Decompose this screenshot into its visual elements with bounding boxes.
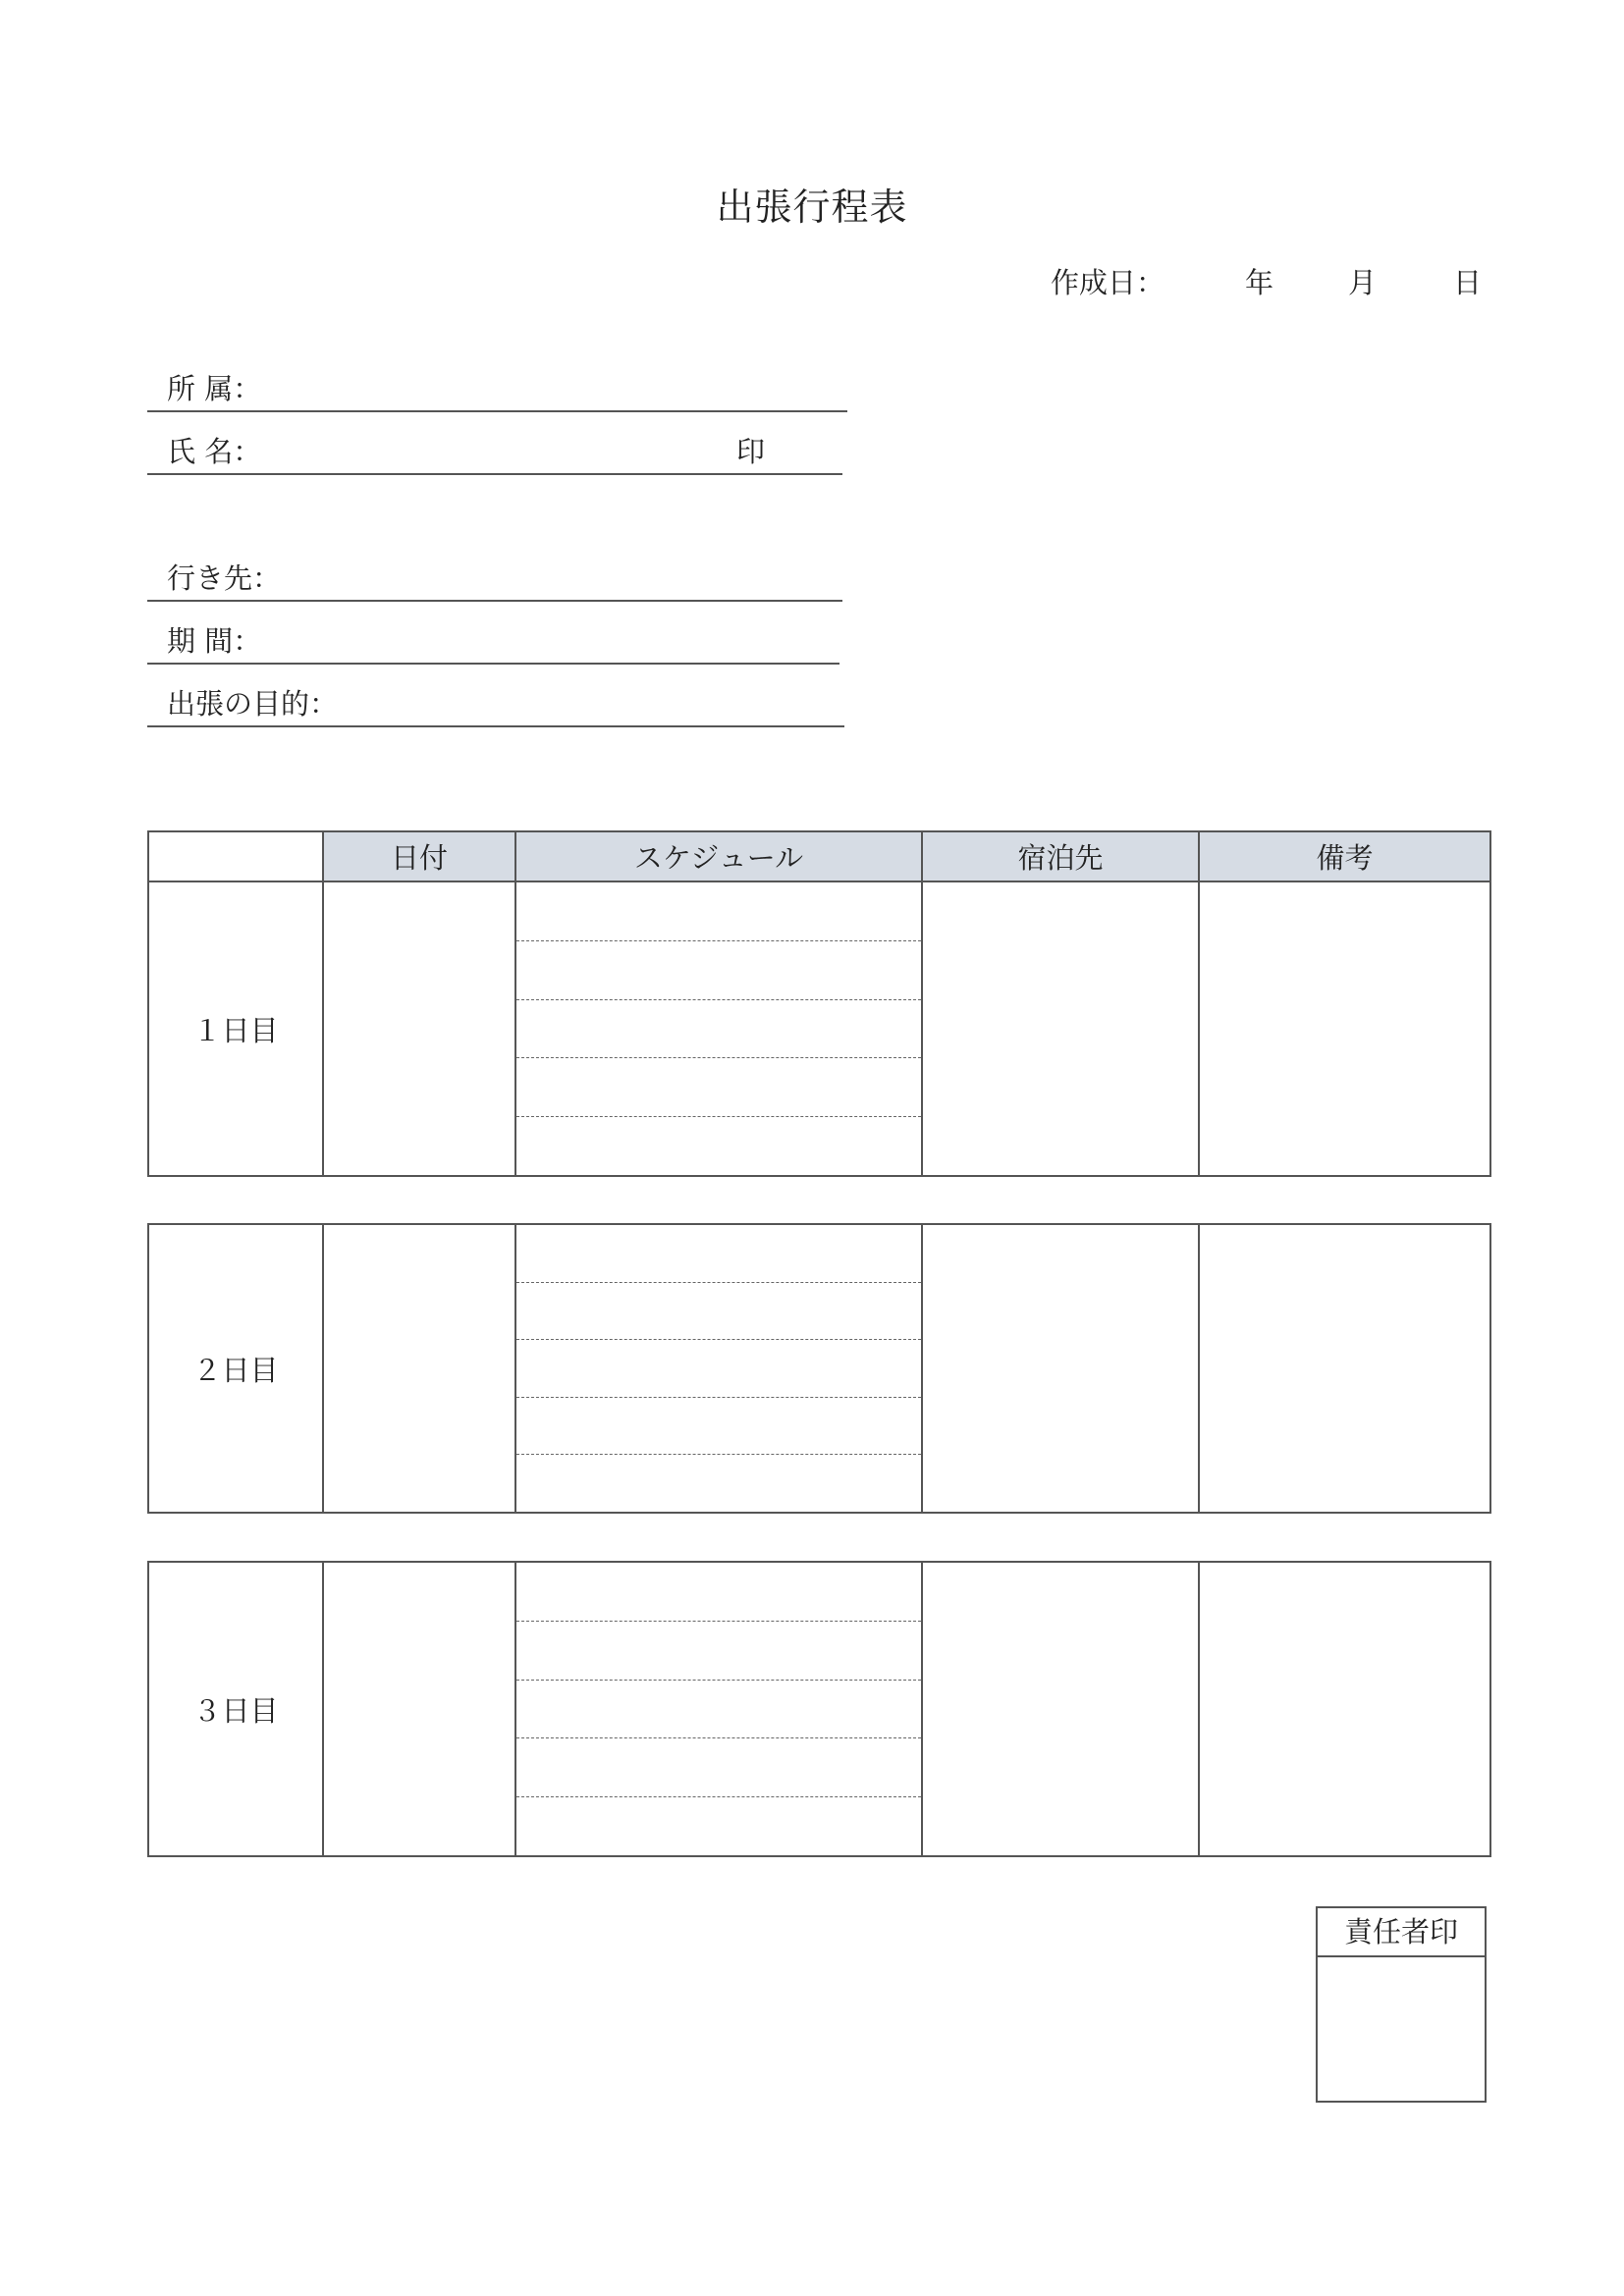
day-label: 日: [1453, 266, 1483, 299]
day1-date-cell[interactable]: [323, 881, 515, 1176]
day3-schedule-lines: [516, 1563, 921, 1855]
header-lodging: 宿泊先: [922, 831, 1199, 881]
day3-date-cell[interactable]: [323, 1562, 515, 1856]
schedule-line[interactable]: [516, 1681, 921, 1739]
day2-schedule-lines: [516, 1225, 921, 1512]
schedule-line[interactable]: [516, 1398, 921, 1456]
day1-schedule-cell[interactable]: [515, 881, 922, 1176]
day1-schedule-lines: [516, 882, 921, 1175]
schedule-line[interactable]: [516, 1563, 921, 1622]
schedule-line[interactable]: [516, 1000, 921, 1059]
day1-row: [148, 881, 1490, 1176]
schedule-line[interactable]: [516, 1058, 921, 1117]
header-blank: [148, 831, 323, 881]
supervisor-stamp-label: 責任者印: [1318, 1908, 1485, 1957]
day3-label: ３日目: [148, 1562, 323, 1856]
day3-table: [147, 1561, 1491, 1857]
page-title: 出張行程表: [716, 186, 908, 229]
header-row: [148, 831, 1490, 881]
schedule-line[interactable]: [516, 1738, 921, 1797]
header-date: 日付: [323, 831, 515, 881]
creation-date: [1051, 261, 1492, 300]
schedule-line[interactable]: [516, 1797, 921, 1855]
day2-lodging-cell[interactable]: [922, 1224, 1199, 1513]
created-label: 作成日：: [1051, 266, 1165, 299]
day2-remarks-cell[interactable]: [1199, 1224, 1490, 1513]
day2-row: [148, 1224, 1490, 1513]
day2-schedule-cell[interactable]: [515, 1224, 922, 1513]
period-field[interactable]: [147, 619, 839, 665]
schedule-line[interactable]: [516, 1455, 921, 1512]
period-label: 期 間：: [167, 624, 262, 658]
year-label: 年: [1245, 266, 1274, 299]
day3-schedule-cell[interactable]: [515, 1562, 922, 1856]
day2-date-cell[interactable]: [323, 1224, 515, 1513]
schedule-line[interactable]: [516, 1340, 921, 1398]
day1-lodging-cell[interactable]: [922, 881, 1199, 1176]
supervisor-stamp-box[interactable]: [1316, 1906, 1487, 2103]
schedule-line[interactable]: [516, 1622, 921, 1681]
header-schedule: スケジュール: [515, 831, 922, 881]
day1-table: [147, 830, 1491, 1177]
destination-field[interactable]: [147, 557, 842, 602]
schedule-line[interactable]: [516, 941, 921, 1000]
name-field[interactable]: [147, 430, 842, 475]
schedule-line[interactable]: [516, 1225, 921, 1283]
header-remarks: 備考: [1199, 831, 1490, 881]
affiliation-field[interactable]: [147, 367, 847, 412]
seal-label: 印: [736, 435, 766, 468]
purpose-field[interactable]: [147, 682, 844, 727]
day3-remarks-cell[interactable]: [1199, 1562, 1490, 1856]
schedule-line[interactable]: [516, 1283, 921, 1341]
schedule-line[interactable]: [516, 1117, 921, 1175]
name-label: 氏 名：: [167, 435, 262, 468]
day3-lodging-cell[interactable]: [922, 1562, 1199, 1856]
day2-table: [147, 1223, 1491, 1514]
affiliation-label: 所 属：: [167, 372, 262, 405]
schedule-line[interactable]: [516, 882, 921, 941]
day1-remarks-cell[interactable]: [1199, 881, 1490, 1176]
destination-label: 行き先：: [167, 561, 282, 595]
day2-label: ２日目: [148, 1224, 323, 1513]
day1-label: １日目: [148, 881, 323, 1176]
purpose-label: 出張の目的：: [167, 687, 339, 721]
day3-row: [148, 1562, 1490, 1856]
month-label: 月: [1348, 266, 1378, 299]
